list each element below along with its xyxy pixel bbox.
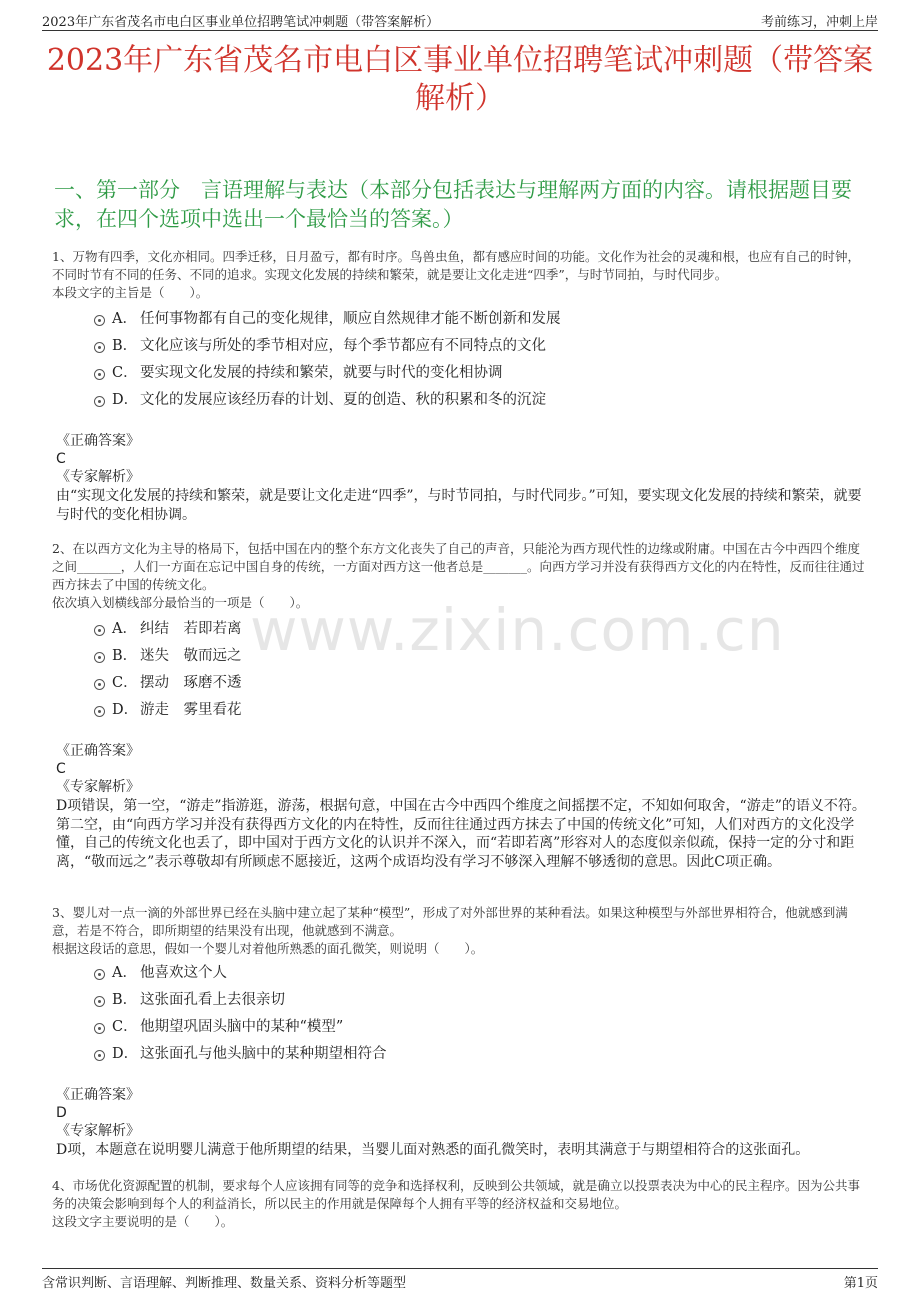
radio-icon[interactable]: [94, 969, 105, 980]
page-number: 第1页: [843, 1276, 878, 1291]
header-doc-title: 2023年广东省茂名市电白区事业单位招聘笔试冲刺题（带答案解析）: [42, 15, 440, 30]
question-ask: 根据这段话的意思，假如一个婴儿对着他所熟悉的面孔微笑，则说明（ ）。: [52, 941, 484, 956]
option-text: 这张面孔与他头脑中的某种期望相符合: [140, 1046, 387, 1062]
section-heading: 一、第一部分 言语理解与表达（本部分包括表达与理解两方面的内容。请根据题目要求，在四个选项中选出一个最恰当的答案。）: [54, 178, 852, 231]
radio-icon[interactable]: [94, 315, 105, 326]
question-3-stem: [52, 904, 872, 958]
watermark: www.zixin.com.cn: [250, 596, 785, 664]
expert-label: 《专家解析》: [56, 779, 140, 795]
question-3-options: [94, 958, 387, 1066]
answer-value: C: [56, 451, 66, 467]
footer-topics: 含常识判断、言语理解、判断推理、数量关系、资料分析等题型: [42, 1276, 407, 1291]
radio-icon[interactable]: [94, 396, 105, 407]
option-a[interactable]: A． 他喜欢这个人: [94, 958, 387, 985]
question-2-answer: [56, 742, 872, 796]
option-d[interactable]: D． 这张面孔与他头脑中的某种期望相符合: [94, 1039, 387, 1066]
option-b[interactable]: B． 迷失 敬而远之: [94, 641, 242, 668]
option-d[interactable]: D． 文化的发展应该经历春的计划、夏的创造、秋的积累和冬的沉淀: [94, 385, 561, 412]
question-3-answer: [56, 1086, 872, 1140]
radio-icon[interactable]: [94, 1050, 105, 1061]
page-footer: [42, 1268, 878, 1291]
radio-icon[interactable]: [94, 652, 105, 663]
radio-icon[interactable]: [94, 625, 105, 636]
option-text: 任何事物都有自己的变化规律，顺应自然规律才能不断创新和发展: [140, 311, 561, 327]
option-b[interactable]: B． 这张面孔看上去很亲切: [94, 985, 387, 1012]
option-text: 他喜欢这个人: [140, 965, 227, 981]
question-4-stem: [52, 1177, 872, 1231]
question-2-stem: [52, 540, 872, 612]
option-c[interactable]: C． 要实现文化发展的持续和繁荣，就要与时代的变化相协调: [94, 358, 561, 385]
option-text: 他期望巩固头脑中的某种“模型”: [140, 1019, 344, 1035]
header-slogan: 考前练习，冲刺上岸: [760, 15, 878, 30]
answer-value: D: [56, 1105, 67, 1121]
option-text: 文化的发展应该经历春的计划、夏的创造、秋的积累和冬的沉淀: [140, 392, 546, 408]
radio-icon[interactable]: [94, 342, 105, 353]
radio-icon[interactable]: [94, 679, 105, 690]
radio-icon[interactable]: [94, 1023, 105, 1034]
question-stem-text: 2、在以西方文化为主导的格局下，包括中国在内的整个东方文化丧失了自己的声音，只能沦为西方现代性的边缘或附庸。中国在古今中西四个维度之间_______，人们一方面在忘记中国自身的传统，一方面对西方这一他者总是_______。向西方学习并没有获得西方文化的内在特性，反而往往通过西方抹去了中国的传统文化。: [52, 541, 865, 592]
option-a[interactable]: A． 纠结 若即若离: [94, 614, 242, 641]
radio-icon[interactable]: [94, 369, 105, 380]
option-c[interactable]: C． 他期望巩固头脑中的某种“模型”: [94, 1012, 387, 1039]
radio-icon[interactable]: [94, 996, 105, 1007]
answer-value: C: [56, 761, 66, 777]
question-3-explanation: D项，本题意在说明婴儿满意于他所期望的结果，当婴儿面对熟悉的面孔微笑时，表明其满意于与期望相符合的这张面孔。: [56, 1142, 810, 1158]
question-2-explanation: D项错误，第一空，“游走”指游逛，游荡，根据句意，中国在古今中西四个维度之间摇摆不定，不知如何取舍，“游走”的语义不符。第二空，由“向西方学习并没有获得西方文化的内在特性，反而往往通过西方抹去了中国的传统文化”可知，人们对西方的文化没学懂，自己的传统文化也丢了，即中国对于西方文化的认识并不深入，而“若即若离”形容对人的态度似亲似疏，保持一定的分寸和距离，“敬而远之”表示尊敬却有所顾虑不愿接近，这两个成语均没有学习不够深入理解不够透彻的意思。因此C项正确。: [56, 798, 866, 870]
option-text: 游走 雾里看花: [140, 702, 242, 718]
question-ask: 本段文字的主旨是（ ）。: [52, 285, 209, 300]
answer-label: 《正确答案》: [56, 433, 140, 449]
option-b[interactable]: B． 文化应该与所处的季节相对应，每个季节都应有不同特点的文化: [94, 331, 561, 358]
option-text: 这张面孔看上去很亲切: [140, 992, 285, 1008]
expert-label: 《专家解析》: [56, 1123, 140, 1139]
option-a[interactable]: A． 任何事物都有自己的变化规律，顺应自然规律才能不断创新和发展: [94, 304, 561, 331]
question-ask: 这段文字主要说明的是（ ）。: [52, 1214, 234, 1229]
question-1-answer: [56, 432, 872, 486]
question-ask: 依次填入划横线部分最恰当的一项是（ ）。: [52, 595, 309, 610]
question-stem-text: 3、婴儿对一点一滴的外部世界已经在头脑中建立起了某种“模型”，形成了对外部世界的某种看法。如果这种模型与外部世界相符合，他就感到满意，若是不符合，即所期望的结果没有出现，他就感到不满意。: [52, 905, 848, 938]
question-1-stem: [52, 248, 872, 302]
option-text: 纠结 若即若离: [140, 621, 242, 637]
question-2-options: [94, 614, 242, 722]
option-text: 摆动 琢磨不透: [140, 675, 242, 691]
question-stem-text: 4、市场优化资源配置的机制，要求每个人应该拥有同等的竞争和选择权利，反映到公共领域，就是确立以投票表决为中心的民主程序。因为公共事务的决策会影响到每个人的利益消长，所以民主的作用就是保障每个人拥有平等的经济权益和交易地位。: [52, 1178, 860, 1211]
question-stem-text: 1、万物有四季，文化亦相同。四季迁移，日月盈亏，都有时序。鸟兽虫鱼，都有感应时间的功能。文化作为社会的灵魂和根，也应有自己的时钟，不同时节有不同的任务、不同的追求。实现文化发展的持续和繁荣，就是要让文化走进“四季”，与时节同拍，与时代同步。: [52, 249, 860, 282]
question-1-options: [94, 304, 561, 412]
option-d[interactable]: D． 游走 雾里看花: [94, 695, 242, 722]
option-text: 要实现文化发展的持续和繁荣，就要与时代的变化相协调: [140, 365, 503, 381]
answer-label: 《正确答案》: [56, 1087, 140, 1103]
page-header: [42, 10, 878, 31]
document-title: 2023年广东省茂名市电白区事业单位招聘笔试冲刺题（带答案解析）: [46, 43, 874, 116]
question-1-explanation: 由“实现文化发展的持续和繁荣，就是要让文化走进“四季”，与时节同拍，与时代同步。”可知，要实现文化发展的持续和繁荣，就要与时代的变化相协调。: [56, 488, 862, 523]
option-text: 迷失 敬而远之: [140, 648, 242, 664]
expert-label: 《专家解析》: [56, 469, 140, 485]
option-c[interactable]: C． 摆动 琢磨不透: [94, 668, 242, 695]
option-text: 文化应该与所处的季节相对应，每个季节都应有不同特点的文化: [140, 338, 546, 354]
answer-label: 《正确答案》: [56, 743, 140, 759]
radio-icon[interactable]: [94, 706, 105, 717]
